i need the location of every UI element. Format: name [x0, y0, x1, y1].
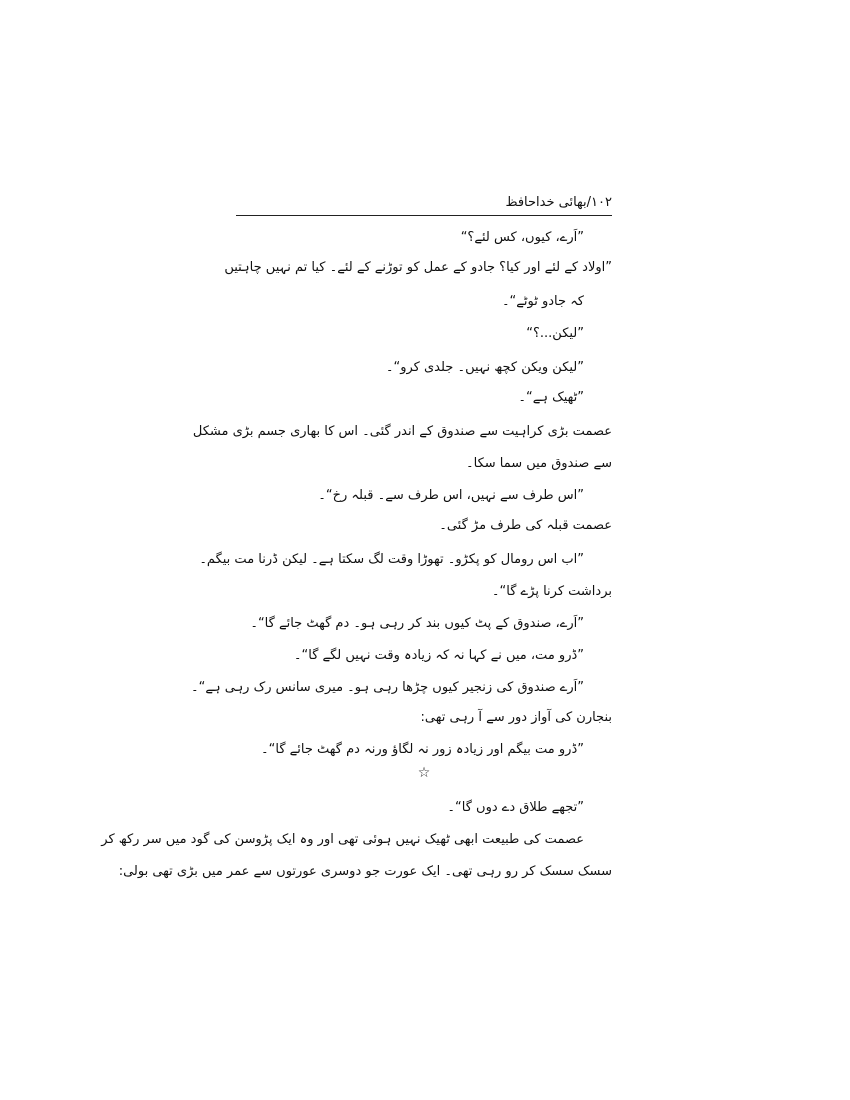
text-line: عصمت قبلہ کی طرف مڑ گئی۔ — [439, 518, 612, 533]
text-line: سسک سسک کر رو رہی تھی۔ ایک عورت جو دوسری عورتوں سے عمر میں بڑی تھی بولی: — [118, 864, 612, 879]
text-line: ”اس طرف سے نہیں، اس طرف سے۔ قبلہ رخ“۔ — [318, 488, 584, 503]
text-line: ”لیکن...؟“ — [526, 326, 584, 341]
text-line: ”اَرے صندوق کی زنجیر کیوں چڑھا رہی ہو۔ میری سانس رک رہی ہے“۔ — [191, 680, 584, 695]
star-outline-icon: ☆ — [417, 765, 431, 781]
text-line: عصمت بڑی کراہیت سے صندوق کے اندر گئی۔ اس کا بھاری جسم بڑی مشکل — [192, 424, 612, 439]
text-line: عصمت کی طبیعت ابھی ٹھیک نہیں ہوئی تھی اور وہ ایک پڑوسن کی گود میں سر رکھ کر — [101, 832, 584, 847]
text-line: برداشت کرنا پڑے گا“۔ — [491, 584, 612, 599]
text-line: ”ڈرو مت، میں نے کہا نہ کہ زیادہ وقت نہیں لگے گا“۔ — [293, 648, 584, 663]
text-line: ”اَرے، کیوں، کس لئے؟“ — [460, 230, 584, 245]
text-line: کہ جادو ٹوٹے“۔ — [501, 294, 584, 309]
running-head: ۱۰۲/بھائی خداحافظ — [505, 195, 612, 210]
text-line: بنجارن کی آواز دور سے آ رہی تھی: — [420, 710, 612, 725]
text-line: ”ٹھیک ہے“۔ — [518, 390, 584, 405]
text-line: ”ڈرو مت بیگم اور زیادہ زور نہ لگاؤ ورنہ دم گھٹ جائے گا“۔ — [261, 742, 584, 757]
text-line: ”اولاد کے لئے اور کیا؟ جادو کے عمل کو توڑنے کے لئے۔ کیا تم نہیں چاہتیں — [224, 260, 612, 275]
text-line: ”اب اس رومال کو پکڑو۔ تھوڑا وقت لگ سکتا ہے۔ لیکن ڈرنا مت بیگم۔ — [199, 552, 584, 567]
text-line: سے صندوق میں سما سکا۔ — [466, 456, 612, 471]
text-line: ”اَرے، صندوق کے پٹ کیوں بند کر رہی ہو۔ دم گھٹ جائے گا“۔ — [250, 616, 584, 631]
header-rule — [236, 215, 612, 216]
text-line: ”تجھے طلاق دے دوں گا“۔ — [447, 800, 584, 815]
text-line: ”لیکن ویکن کچھ نہیں۔ جلدی کرو“۔ — [385, 360, 584, 375]
